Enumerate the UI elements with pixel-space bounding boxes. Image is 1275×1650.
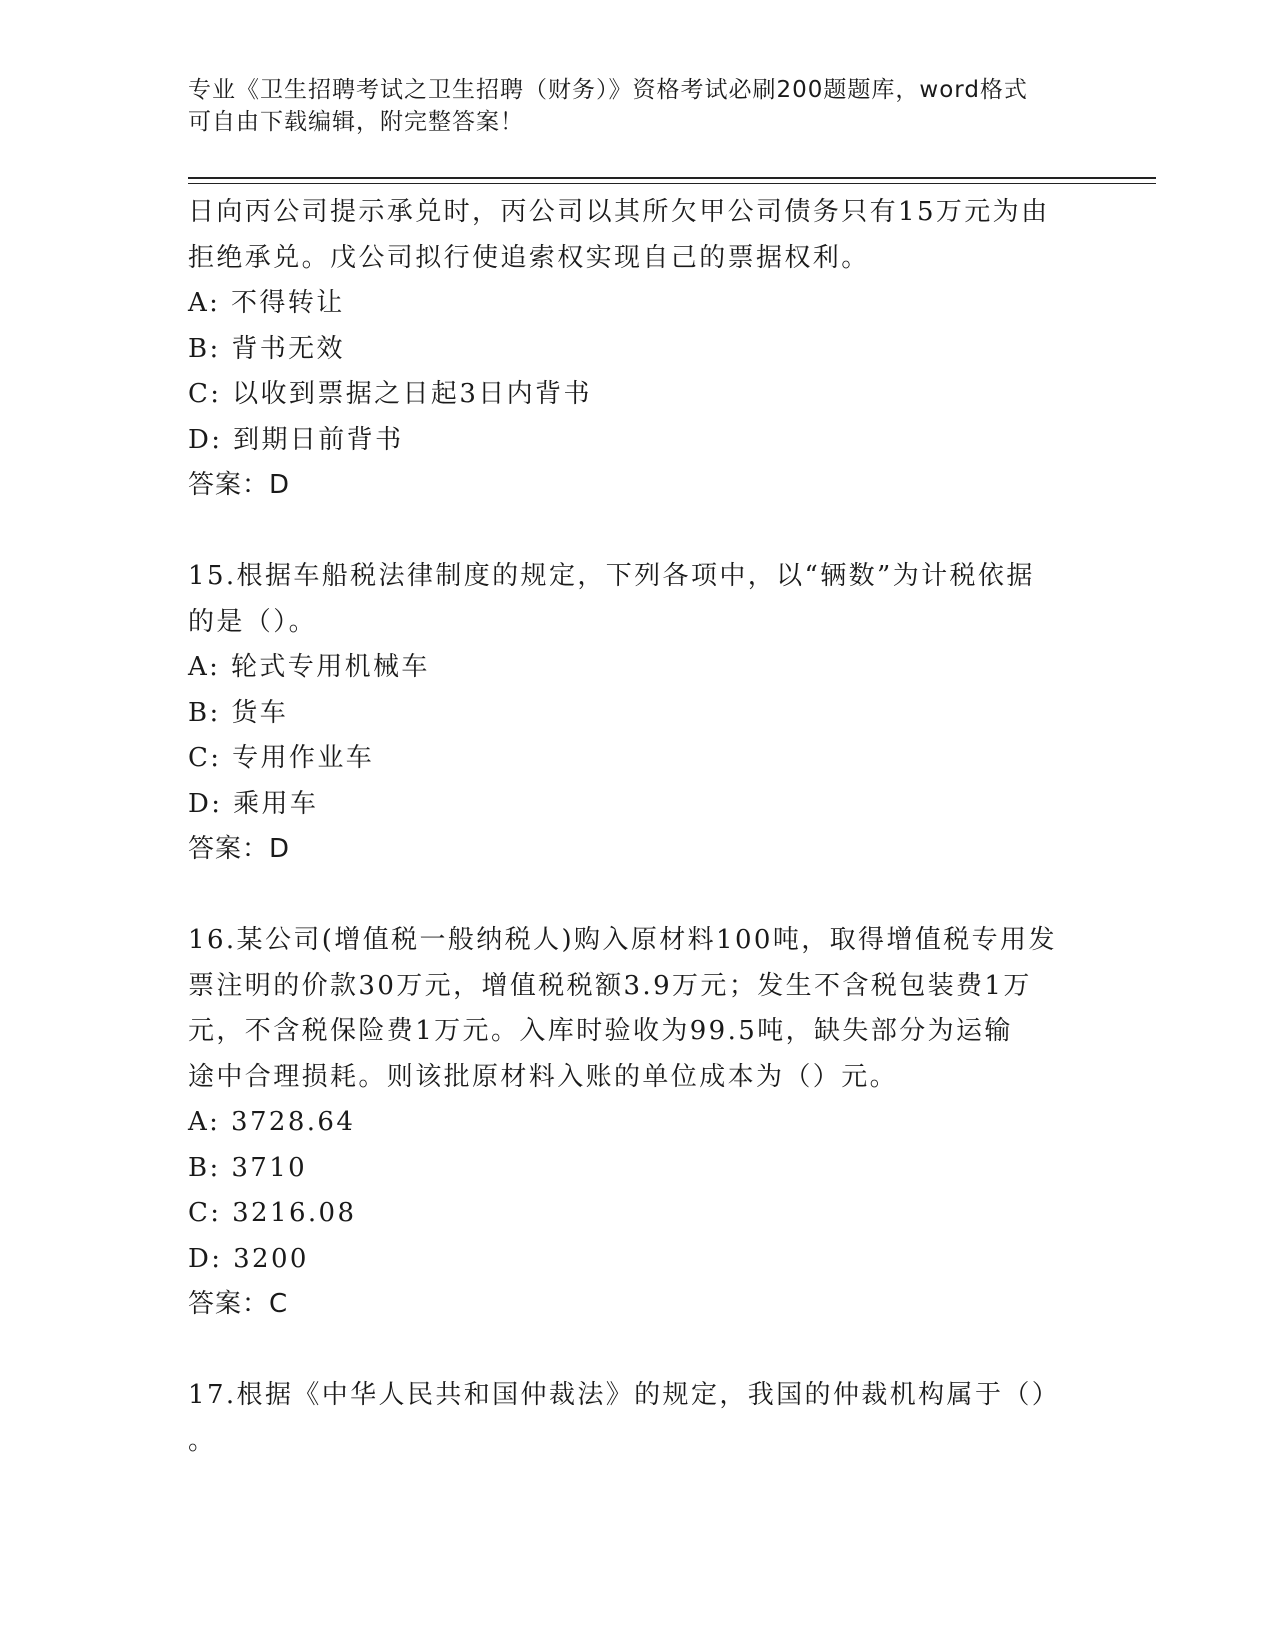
question-16-stem-line-4: 途中合理损耗。则该批原材料入账的单位成本为（）元。 (188, 1061, 899, 1092)
question-15-stem-line-1: 15.根据车船税法律制度的规定，下列各项中，以“辆数”为计税依据 (188, 561, 1035, 591)
question-16-stem-line-3: 元，不含税保险费1万元。入库时验收为99.5吨，缺失部分为运输 (188, 1016, 1013, 1046)
question-16-option-a: A: 3728.64 (188, 1107, 356, 1137)
header-line-1: 专业《卫生招聘考试之卫生招聘（财务）》资格考试必刷200题题库，word格式 (188, 77, 1028, 103)
question-spacer (188, 509, 1068, 555)
question-14-option-b: B: 背书无效 (188, 333, 345, 364)
document-header (188, 74, 1068, 138)
question-15 (188, 554, 1068, 873)
question-17-stem-line-2: 。 (188, 1425, 217, 1456)
question-17 (188, 1373, 1068, 1464)
question-16-stem-line-1: 16.某公司(增值税一般纳税人)购入原材料100吨，取得增值税专用发 (188, 925, 1057, 955)
question-14-option-a: A: 不得转让 (188, 288, 345, 318)
question-14-option-c: C: 以收到票据之日起3日内背书 (188, 379, 592, 409)
question-16-option-b: B: 3710 (188, 1152, 308, 1183)
question-14 (188, 190, 1068, 509)
question-spacer (188, 873, 1068, 919)
question-17-stem-line-1: 17.根据《中华人民共和国仲裁法》的规定，我国的仲裁机构属于（） (188, 1380, 1061, 1410)
question-spacer (188, 1328, 1068, 1374)
question-15-option-a: A: 轮式专用机械车 (188, 652, 430, 682)
question-14-option-d: D: 到期日前背书 (188, 424, 404, 455)
header-divider-thick (188, 177, 1156, 179)
question-14-stem-line-1: 日向丙公司提示承兑时，丙公司以其所欠甲公司债务只有15万元为由 (188, 197, 1050, 227)
question-15-option-c: C: 专用作业车 (188, 743, 375, 773)
header-divider-thin (188, 183, 1156, 184)
question-14-stem-line-2: 拒绝承兑。戊公司拟行使追索权实现自己的票据权利。 (188, 242, 870, 273)
question-16-option-d: D: 3200 (188, 1243, 309, 1274)
header-line-2: 可自由下载编辑，附完整答案！ (188, 109, 524, 135)
question-15-option-b: B: 货车 (188, 697, 289, 728)
question-16-option-c: C: 3216.08 (188, 1198, 357, 1228)
question-16 (188, 918, 1068, 1328)
question-16-stem-line-2: 票注明的价款30万元，增值税税额3.9万元；发生不含税包装费1万 (188, 970, 1032, 1001)
question-14-answer: 答案：D (188, 470, 291, 500)
question-15-option-d: D: 乘用车 (188, 788, 319, 819)
question-16-answer: 答案：C (188, 1289, 289, 1319)
question-content (188, 190, 1068, 1464)
question-15-answer: 答案：D (188, 834, 291, 864)
question-15-stem-line-2: 的是（）。 (188, 606, 318, 637)
